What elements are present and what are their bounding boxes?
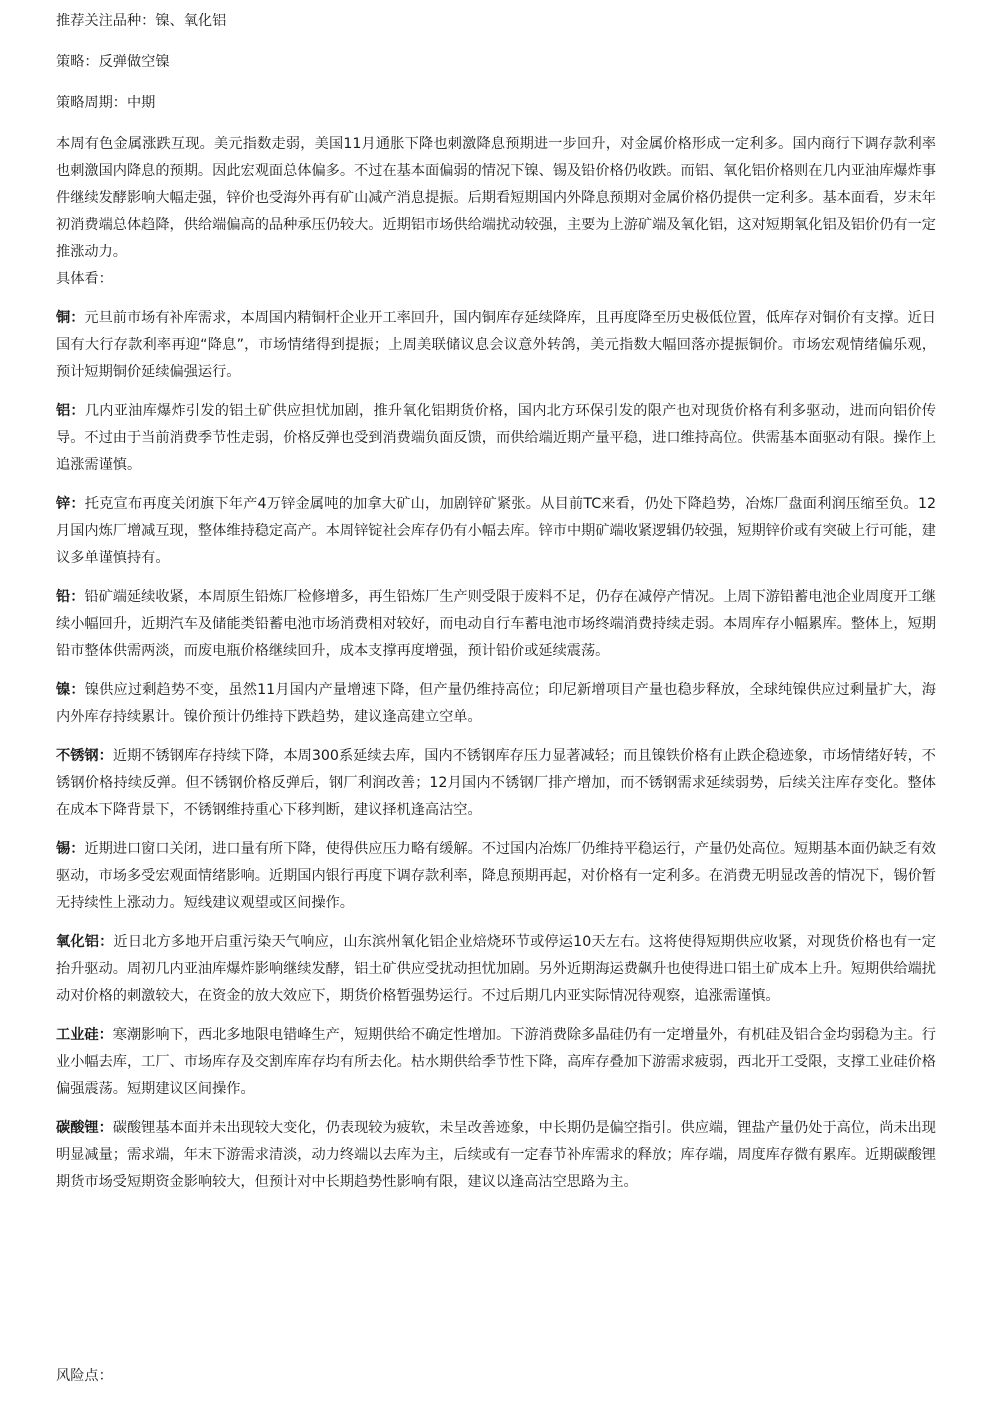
item-copper	[56, 305, 936, 386]
item-text: 近期进口窗口关闭，进口量有所下降，使得供应压力略有缓解。不过国内冶炼厂仍维持平稳运行，产量仍处高位。短期基本面仍缺乏有效驱动，市场多受宏观面情绪影响。近期国内银行再度下调存款利率，降息预期再起，对价格有一定利多。在消费无明显改善的情况下，锡价暂无持续性上涨动力。短线建议观望或区间操作。	[56, 841, 936, 911]
item-text: 铅矿端延续收紧，本周原生铅炼厂检修增多，再生铅炼厂生产则受限于废料不足，仍存在减停产情况。上周下游铅蓄电池企业周度开工继续小幅回升，近期汽车及储能类铅蓄电池市场消费相对较好，而电动自行车蓄电池市场终端消费持续走弱。本周库存小幅累库。整体上，短期铅市整体供需两淡，而废电瓶价格继续回升，成本支撑再度增强，预计铅价或延续震荡。	[56, 589, 936, 659]
item-industrial-silicon	[56, 1022, 936, 1103]
item-text: 几内亚油库爆炸引发的铝土矿供应担忧加剧，推升氧化铝期货价格，国内北方环保引发的限产也对现货价格有利多驱动，进而向铝价传导。不过由于当前消费季节性走弱，价格反弹也受到消费端负面反馈，而供给端近期产量平稳，进口维持高位。供需基本面驱动有限。操作上追涨需谨慎。	[56, 403, 936, 473]
item-title: 镍：	[56, 682, 85, 698]
item-alumina	[56, 929, 936, 1010]
item-title: 不锈钢：	[56, 748, 113, 764]
item-zinc	[56, 491, 936, 572]
item-lead	[56, 584, 936, 665]
risk-label: 风险点：	[56, 1368, 113, 1384]
item-text: 寒潮影响下，西北多地限电错峰生产，短期供给不确定性增加。下游消费除多晶硅仍有一定增量外，有机硅及铝合金均弱稳为主。行业小幅去库，工厂、市场库存及交割库库存均有所去化。枯水期供给季节性下降，高库存叠加下游需求疲弱，西北开工受限，支撑工业硅价格偏强震荡。短期建议区间操作。	[56, 1027, 936, 1097]
item-text: 近日北方多地开启重污染天气响应，山东滨州氧化铝企业焙烧环节或停运10天左右。这将使得短期供应收紧，对现货价格也有一定抬升驱动。周初几内亚油库爆炸影响继续发酵，铝土矿供应受扰动担忧加剧。另外近期海运费飙升也使得进口铝土矿成本上升。短期供给端扰动对价格的刺激较大，在资金的放大效应下，期货价格暂强势运行。不过后期几内亚实际情况待观察，追涨需谨慎。	[56, 934, 936, 1004]
item-title: 工业硅：	[56, 1027, 113, 1043]
item-title: 碳酸锂：	[56, 1120, 113, 1136]
item-title: 锡：	[56, 841, 85, 857]
item-text: 元旦前市场有补库需求，本周国内精铜杆企业开工率回升，国内铜库存延续降库，且再度降至历史极低位置，低库存对铜价有支撑。近日国有大行存款利率再迎“降息”，市场情绪得到提振；上周美联储议息会议意外转鸽，美元指数大幅回落亦提振铜价。市场宏观情绪偏乐观，预计短期铜价延续偏强运行。	[56, 310, 936, 380]
item-title: 铝：	[56, 403, 85, 419]
focus-varieties: 推荐关注品种：镍、氧化铝	[56, 13, 227, 29]
item-nickel	[56, 677, 936, 731]
item-title: 铅：	[56, 589, 85, 605]
report-body	[56, 8, 936, 1196]
strategy-line: 策略：反弹做空镍	[56, 54, 170, 70]
item-text: 托克宣布再度关闭旗下年产4万锌金属吨的加拿大矿山，加剧锌矿紧张。从目前TC来看，仍处下降趋势，冶炼厂盘面利润压缩至负。12月国内炼厂增减互现，整体维持稳定高产。本周锌锭社会库存仍有小幅去库。锌市中期矿端收紧逻辑仍较强，短期锌价或有突破上行可能，建议多单谨慎持有。	[56, 496, 936, 566]
item-lithium-carbonate	[56, 1115, 936, 1196]
item-aluminum	[56, 398, 936, 479]
strategy-period: 策略周期：中期	[56, 95, 156, 111]
item-text: 近期不锈钢库存持续下降，本周300系延续去库，国内不锈钢库存压力显著减轻；而且镍铁价格有止跌企稳迹象，市场情绪好转，不锈钢价格持续反弹。但不锈钢价格反弹后，钢厂利润改善；12月国内不锈钢厂排产增加，而不锈钢需求延续弱势，后续关注库存变化。整体在成本下降背景下，不锈钢维持重心下移判断，建议择机逢高沽空。	[56, 748, 936, 818]
item-stainless-steel	[56, 743, 936, 824]
item-title: 铜：	[56, 310, 85, 326]
item-tin	[56, 836, 936, 917]
item-title: 锌：	[56, 496, 85, 512]
item-title: 氧化铝：	[56, 934, 114, 950]
detail-label: 具体看：	[56, 271, 113, 287]
item-text: 碳酸锂基本面并未出现较大变化，仍表现较为疲软，未呈改善迹象，中长期仍是偏空指引。供应端，锂盐产量仍处于高位，尚未出现明显减量；需求端，年末下游需求清淡，动力终端以去库为主，后续或有一定春节补库需求的释放；库存端，周度库存微有累库。近期碳酸锂期货市场受短期资金影响较大，但预计对中长期趋势性影响有限，建议以逢高沽空思路为主。	[56, 1120, 936, 1190]
weekly-summary: 本周有色金属涨跌互现。美元指数走弱，美国11月通胀下降也刺激降息预期进一步回升，对金属价格形成一定利多。国内商行下调存款利率也刺激国内降息的预期。因此宏观面总体偏多。不过在基本面偏弱的情况下镍、锡及铅价格仍收跌。而铝、氧化铝价格则在几内亚油库爆炸事件继续发酵影响大幅走强，锌价也受海外再有矿山减产消息提振。后期看短期国内外降息预期对金属价格仍提供一定利多。基本面看，岁末年初消费端总体趋降，供给端偏高的品种承压仍较大。近期铝市场供给端扰动较强，主要为上游矿端及氧化铝，这对短期氧化铝及铝价仍有一定推涨动力。	[56, 136, 936, 260]
item-text: 镍供应过剩趋势不变，虽然11月国内产量增速下降，但产量仍维持高位；印尼新增项目产量也稳步释放，全球纯镍供应过剩量扩大，海内外库存持续累计。镍价预计仍维持下跌趋势，建议逢高建立空单。	[56, 682, 936, 725]
